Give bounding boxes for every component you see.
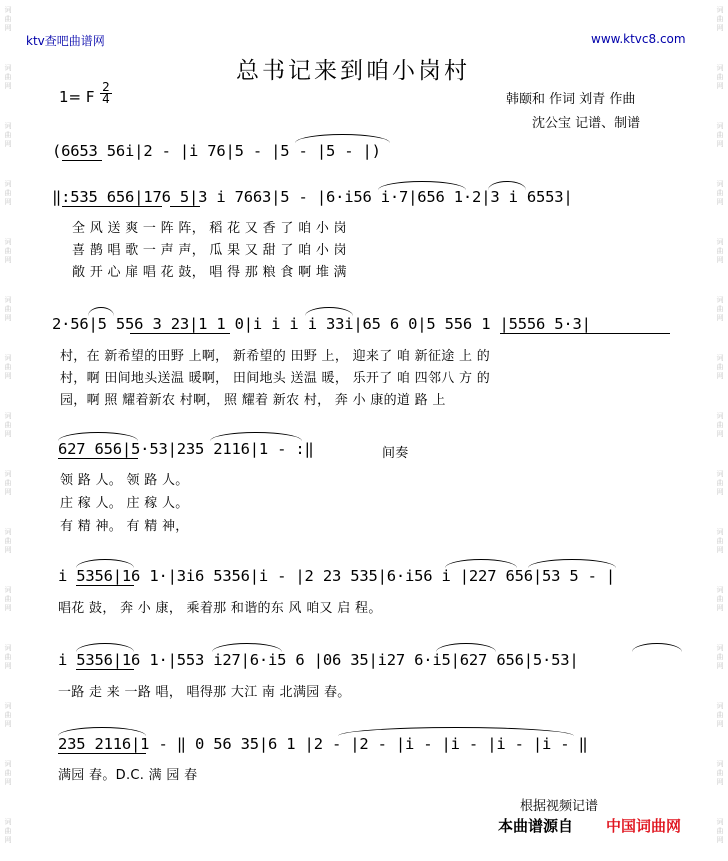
slur-arc bbox=[212, 643, 282, 652]
slur-arc bbox=[488, 181, 526, 190]
watermark-text: 词 曲 网 bbox=[716, 354, 724, 380]
music-line-coda: 235 2116|1 - ‖ 0 56 35|6 1 |2 - |2 - |i - |i - |i - |i - ‖ bbox=[58, 735, 588, 753]
watermark-text: 词 曲 网 bbox=[4, 818, 12, 844]
beam-line bbox=[170, 206, 200, 207]
left-watermark-column bbox=[2, 0, 14, 861]
site-name-left[interactable]: ktv查吧曲谱网 bbox=[26, 34, 105, 48]
beam-line bbox=[76, 669, 134, 670]
lyric-chorus-b: 一路 走 来 一路 唱， 唱得那 大江 南 北满园 春。 bbox=[58, 685, 351, 700]
lyric-verse-1: 村，在 新希望的田野 上啊， 新希望的 田野 上， 迎来了 咱 新征途 上 的 bbox=[60, 349, 491, 364]
time-numerator: 2 bbox=[102, 80, 110, 94]
lyric-verse-2: 村，啊 田间地头送温 暖啊， 田间地头 送温 暖， 乐开了 咱 四邻八 方 的 bbox=[60, 371, 491, 386]
beam-line bbox=[76, 585, 134, 586]
watermark-text: 词 曲 网 bbox=[716, 6, 724, 32]
watermark-text: 词 曲 网 bbox=[716, 238, 724, 264]
beam-line bbox=[62, 206, 162, 207]
slur-arc bbox=[436, 643, 496, 652]
watermark-text: 词 曲 网 bbox=[4, 122, 12, 148]
watermark-text: 词 曲 网 bbox=[716, 296, 724, 322]
slur-arc bbox=[378, 181, 466, 190]
watermark-text: 词 曲 网 bbox=[716, 412, 724, 438]
right-watermark-column bbox=[714, 0, 726, 861]
lyric-verse-3: 有 精 神。 有 精 神， bbox=[60, 519, 189, 534]
slur-arc bbox=[58, 727, 146, 736]
watermark-text: 词 曲 网 bbox=[4, 238, 12, 264]
music-line-verse-b: 2·56|5 556 3 23|1 1 0|i i i i 33i|65 6 0|5 556 1 |5556 5·3| bbox=[52, 315, 591, 333]
slur-arc bbox=[528, 559, 616, 568]
site-url-right[interactable]: www.ktvc8.com bbox=[591, 32, 686, 46]
watermark-text: 词 曲 网 bbox=[4, 760, 12, 786]
interlude-label: 间奏 bbox=[382, 446, 409, 461]
tie-arc bbox=[295, 134, 390, 143]
music-line-chorus-a: i 5356|16 1·|3i6 5356|i - |2 23 535|6·i56 i |227 656|53 5 - | bbox=[58, 567, 616, 585]
slur-arc bbox=[88, 307, 114, 316]
lyric-verse-2: 庄 稼 人。 庄 稼 人。 bbox=[60, 496, 189, 511]
watermark-text: 词 曲 网 bbox=[716, 818, 724, 844]
source-site-name[interactable]: 中国词曲网 bbox=[606, 817, 682, 835]
song-title: 总书记来到咱小岗村 bbox=[236, 58, 470, 84]
watermark-text: 词 曲 网 bbox=[4, 470, 12, 496]
slur-arc bbox=[58, 432, 138, 441]
time-denominator: 4 bbox=[100, 93, 112, 105]
transcription-note: 根据视频记谱 bbox=[520, 799, 599, 814]
lyric-verse-1: 领 路 人。 领 路 人。 bbox=[60, 473, 189, 488]
beam-line bbox=[58, 753, 146, 754]
watermark-text: 词 曲 网 bbox=[4, 296, 12, 322]
watermark-text: 词 曲 网 bbox=[716, 470, 724, 496]
watermark-text: 词 曲 网 bbox=[716, 122, 724, 148]
watermark-text: 词 曲 网 bbox=[4, 702, 12, 728]
slur-arc bbox=[305, 307, 353, 316]
watermark-text: 词 曲 网 bbox=[716, 528, 724, 554]
time-signature bbox=[100, 82, 112, 105]
watermark-text: 词 曲 网 bbox=[4, 586, 12, 612]
music-line-chorus-b: i 5356|16 1·|553 i27|6·i5 6 |06 35|i27 6·i5|627 656|5·53| bbox=[58, 651, 579, 669]
lyric-chorus-a: 唱花 鼓， 奔 小 康， 乘着那 和谐的东 风 咱又 启 程。 bbox=[58, 601, 382, 616]
slur-arc bbox=[445, 559, 517, 568]
music-line-refrain: 627 656|5·53|235 2116|1 - :‖ bbox=[58, 440, 314, 458]
beam-line bbox=[58, 458, 138, 459]
watermark-text: 词 曲 网 bbox=[4, 180, 12, 206]
credits-transcriber: 沈公宝 记谱、制谱 bbox=[532, 116, 641, 131]
credits-composers: 韩颐和 作词 刘青 作曲 bbox=[506, 92, 636, 107]
watermark-text: 词 曲 网 bbox=[4, 354, 12, 380]
key-signature: 1= F bbox=[59, 88, 95, 106]
watermark-text: 词 曲 网 bbox=[716, 64, 724, 90]
music-line-intro: (6653 56i|2 - |i 76|5 - |5 - |5 - |) bbox=[52, 142, 381, 160]
lyric-verse-2: 喜 鹊 唱 歌 一 声 声， 瓜 果 又 甜 了 咱 小 岗 bbox=[72, 243, 347, 258]
beam-line bbox=[500, 333, 670, 334]
watermark-text: 词 曲 网 bbox=[716, 702, 724, 728]
watermark-text: 词 曲 网 bbox=[4, 64, 12, 90]
slur-arc bbox=[210, 432, 302, 441]
lyric-verse-3: 敞 开 心 扉 唱 花 鼓， 唱 得 那 粮 食 啊 堆 满 bbox=[72, 265, 347, 280]
tie-arc bbox=[338, 727, 574, 736]
lyric-verse-1: 全 风 送 爽 一 阵 阵， 稻 花 又 香 了 咱 小 岗 bbox=[72, 221, 347, 236]
source-label: 本曲谱源自 bbox=[498, 817, 574, 835]
slur-arc bbox=[76, 643, 134, 652]
watermark-text: 词 曲 网 bbox=[4, 644, 12, 670]
watermark-text: 词 曲 网 bbox=[4, 412, 12, 438]
watermark-text: 词 曲 网 bbox=[4, 528, 12, 554]
lyric-verse-3: 园，啊 照 耀着新农 村啊， 照 耀着 新农 村， 奔 小 康的道 路 上 bbox=[60, 393, 446, 408]
lyric-coda: 满园 春。D.C. 满 园 春 bbox=[58, 768, 198, 783]
slur-arc bbox=[76, 559, 134, 568]
watermark-text: 词 曲 网 bbox=[4, 6, 12, 32]
music-line-verse-a: ‖:535 656|176 5|3 i 7663|5 - |6·i56 i·7|656 1·2|3 i 6553| bbox=[52, 188, 573, 206]
watermark-text: 词 曲 网 bbox=[716, 180, 724, 206]
slur-arc bbox=[632, 643, 682, 652]
beam-line bbox=[62, 160, 102, 161]
watermark-text: 词 曲 网 bbox=[716, 760, 724, 786]
watermark-text: 词 曲 网 bbox=[716, 586, 724, 612]
watermark-text: 词 曲 网 bbox=[716, 644, 724, 670]
beam-line bbox=[130, 333, 230, 334]
